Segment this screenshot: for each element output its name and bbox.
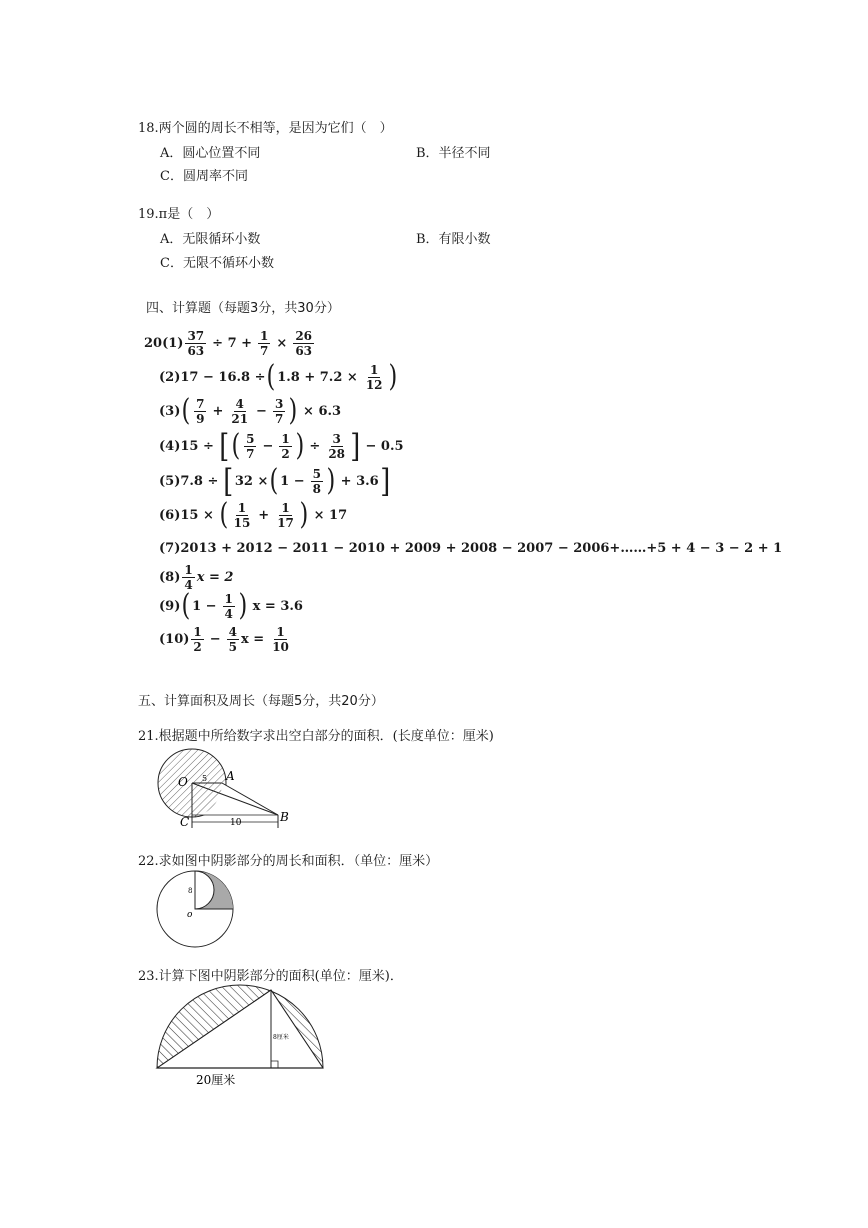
q20-part2: (2) 17 − 16.8 ÷ ( 1.8 + 7.2 × $\frac{1}{12}$ )	[159, 359, 397, 394]
q21-label-A: A	[226, 769, 235, 783]
q21-label-B: B	[280, 810, 289, 824]
q21-label-C: C	[180, 815, 190, 829]
label: 20(1)	[144, 336, 184, 351]
q20-part8: (8) $\frac{1}{4}$ x = 2	[159, 563, 234, 592]
q18-stem: 18.两个圆的周长不相等，是因为它们（ ）	[138, 121, 393, 136]
q18-option-a[interactable]: A．圆心位置不同	[160, 146, 261, 161]
q22-figure	[155, 868, 237, 950]
q23-figure	[150, 983, 332, 1089]
q20-part7: (7) 2013 + 2012 − 2011 − 2010 + 2009 + 2008 − 2007 − 2006+……+5 + 4 − 3 − 2 + 1	[159, 541, 783, 556]
q20-part4: (4) 15 ÷ [ ( $\frac{5}{7}$ − $\frac{1}{2}$ ) ÷ $\frac{3}{28}$ ] − 0.5	[159, 427, 404, 465]
q19-option-b[interactable]: B．有限小数	[416, 232, 491, 247]
q23-label-h: 8厘米	[273, 1034, 289, 1041]
q18-option-b[interactable]: B．半径不同	[416, 146, 491, 161]
q21-stem: 21.根据题中所给数字求出空白部分的面积．(长度单位：厘米)	[138, 729, 494, 744]
q20-part6: (6) 15 × ( $\frac{1}{15}$ + $\frac{1}{17}$ ) × 17	[159, 497, 348, 532]
q21-label-len: 10	[230, 818, 242, 828]
q19-stem: 19.π是（ ）	[138, 207, 220, 222]
q23-label-base: 20厘米	[196, 1073, 236, 1087]
q22-stem: 22.求如图中阴影部分的周长和面积．（单位：厘米）	[138, 854, 439, 869]
q22-label-r: 8	[188, 887, 193, 895]
q20-part9: (9) ( 1 − $\frac{1}{4}$ ) x = 3.6	[159, 588, 303, 623]
q18-option-c[interactable]: C．圆周率不同	[160, 169, 248, 184]
section5-title: 五、计算面积及周长（每题5分，共20分）	[138, 694, 384, 709]
q22-label-O: o	[187, 910, 193, 920]
q21-figure	[150, 748, 300, 833]
q20-part1: 20(1) $\frac{37}{63}$ ÷ 7 + $\frac{1}{7}$ × $\frac{26}{63}$	[144, 329, 313, 358]
section4-title: 四、计算题（每题3分，共30分）	[146, 301, 340, 316]
q21-label-r: 5	[202, 774, 208, 783]
q19-option-a[interactable]: A．无限循环小数	[160, 232, 261, 247]
q20-part3: (3) ( $\frac{7}{9}$ + $\frac{4}{21}$ − $\frac{3}{7}$ ) × 6.3	[159, 393, 342, 428]
q23-stem: 23.计算下图中阴影部分的面积(单位：厘米)．	[138, 969, 403, 984]
q20-part10: (10) $\frac{1}{2}$ − $\frac{4}{5}$ x = $\frac{1}{10}$	[159, 625, 289, 654]
q21-label-O: O	[178, 775, 188, 789]
q19-option-c[interactable]: C．无限不循环小数	[160, 256, 274, 271]
q20-part5: (5) 7.8 ÷ [ 32 × ( 1 − $\frac{5}{8}$ ) + 3.6 ]	[159, 462, 390, 500]
